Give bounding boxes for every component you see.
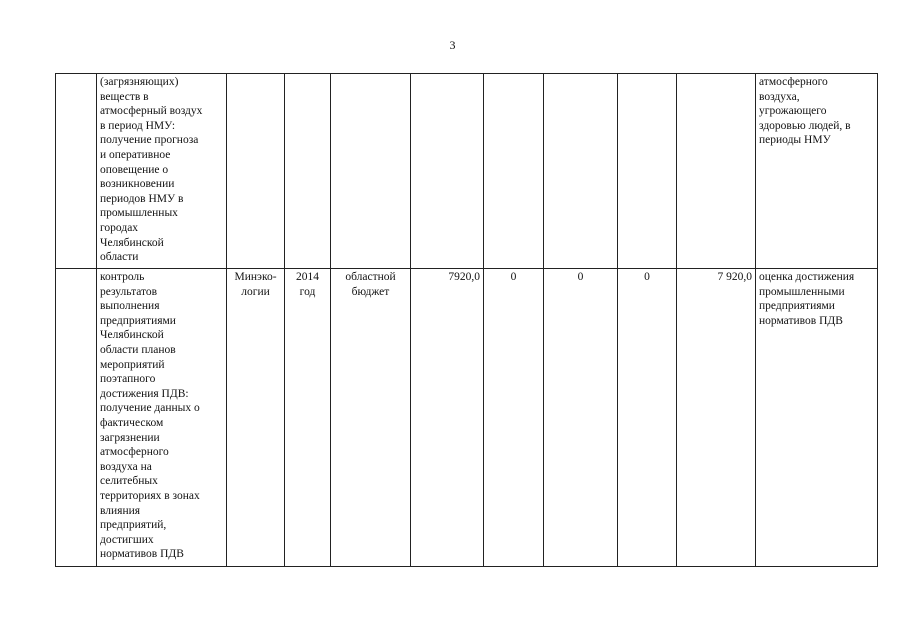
expected-result-cell: оценка достижения промышленными предприятиями нормативов ПДВ [756, 269, 878, 567]
table-row [56, 269, 878, 567]
funding-source-cell [331, 74, 411, 269]
measures-table [55, 73, 878, 567]
amount-cell-1: 0 [484, 269, 544, 567]
expected-result-cell: атмосферного воздуха, угрожающего здоровью людей, в периоды НМУ [756, 74, 878, 269]
executor-cell: Минэко- логии [227, 269, 285, 567]
amount-cell-1 [484, 74, 544, 269]
amount-cell-4: 7 920,0 [677, 269, 756, 567]
activity-cell: контроль результатов выполнения предприятиями Челябинской области планов мероприятий поэтапного достижения ПДВ: получение данных о фактическом загрязнении атмосферного воздуха на селитебных территориях в зонах влияния предприятий, достигших нормативов ПДВ [97, 269, 227, 567]
table-row [56, 74, 878, 269]
total-amount-cell [411, 74, 484, 269]
executor-cell [227, 74, 285, 269]
row-index-cell [56, 74, 97, 269]
page-number: 3 [449, 38, 456, 52]
activity-cell: (загрязняющих) веществ в атмосферный воздух в период НМУ: получение прогноза и оперативное оповещение о возникновении периодов НМУ в промышленных городах Челябинской области [97, 74, 227, 269]
period-cell [285, 74, 331, 269]
amount-cell-3 [618, 74, 677, 269]
amount-cell-4 [677, 74, 756, 269]
amount-cell-2: 0 [544, 269, 618, 567]
total-amount-cell: 7920,0 [411, 269, 484, 567]
amount-cell-2 [544, 74, 618, 269]
funding-source-cell: областной бюджет [331, 269, 411, 567]
row-index-cell [56, 269, 97, 567]
period-cell: 2014 год [285, 269, 331, 567]
amount-cell-3: 0 [618, 269, 677, 567]
